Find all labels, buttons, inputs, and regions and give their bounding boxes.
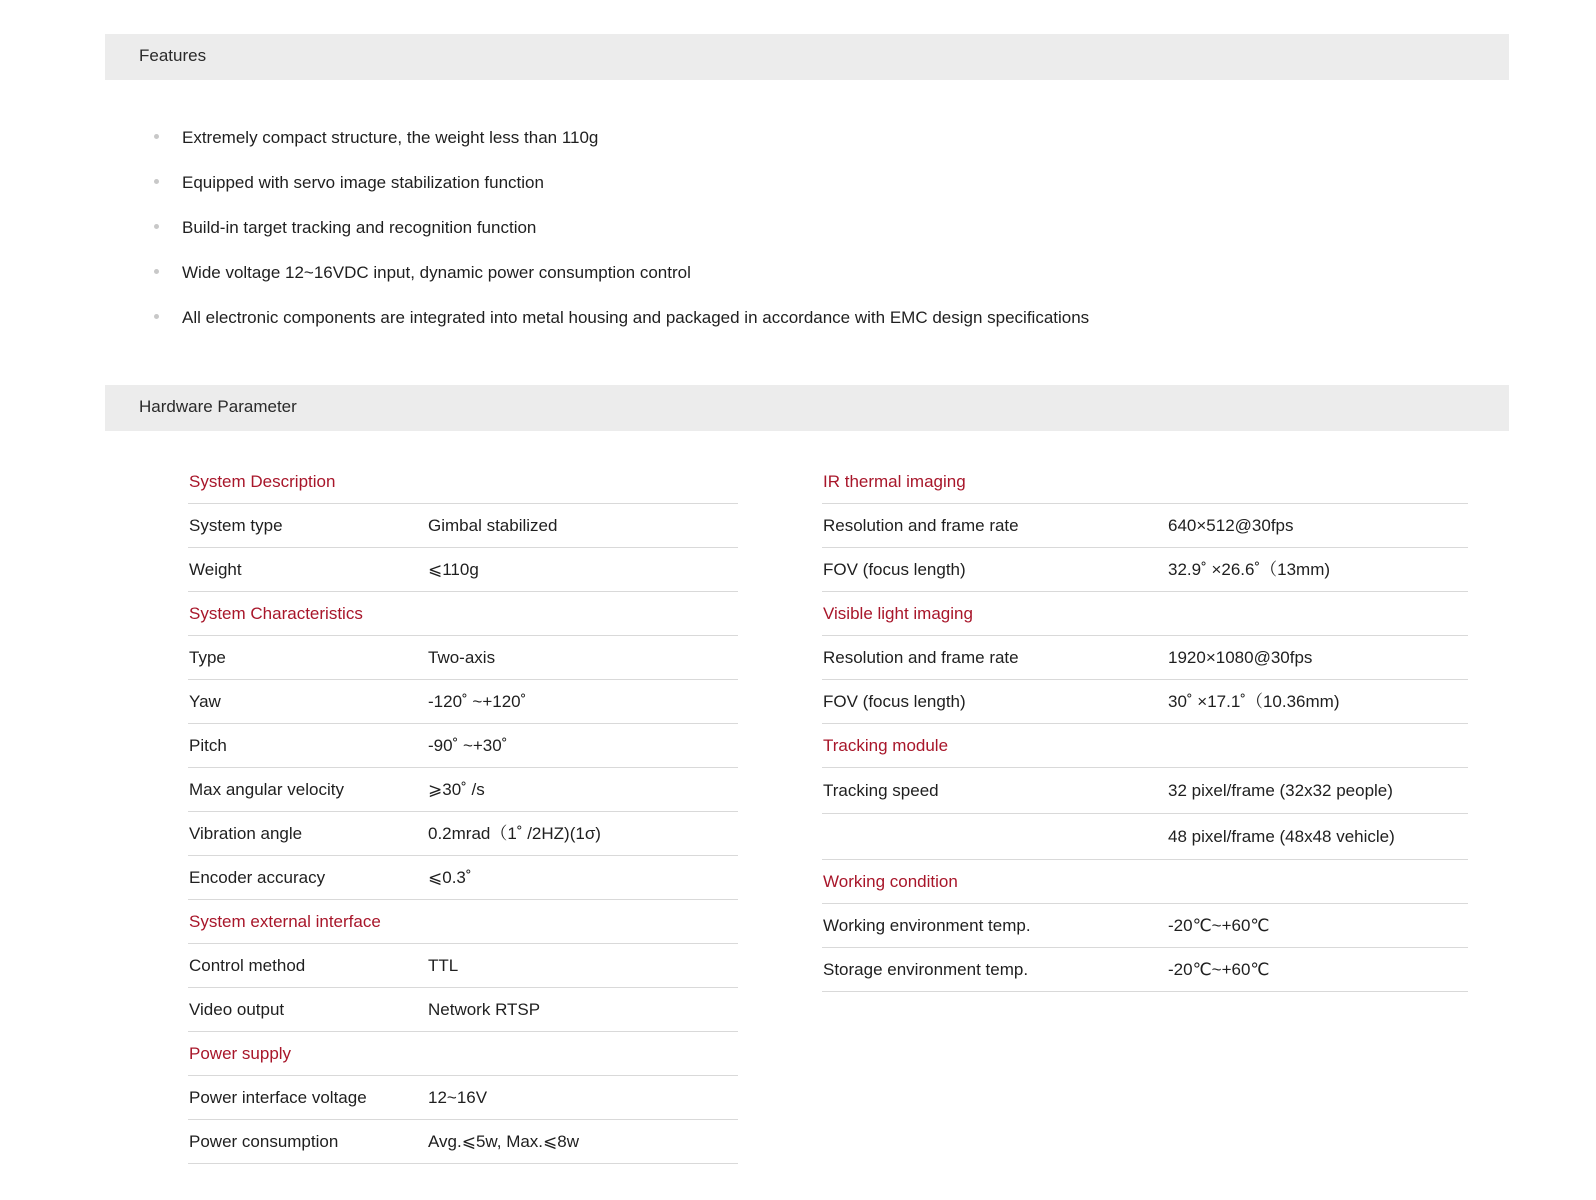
parameter-table-right: [822, 460, 1468, 992]
param-value: -20℃~+60℃: [1168, 916, 1270, 935]
param-name: Storage environment temp.: [823, 960, 1029, 979]
param-value: 1920×1080@30fps: [1168, 648, 1313, 667]
param-name: Resolution and frame rate: [823, 516, 1019, 535]
param-value: Gimbal stabilized: [428, 516, 558, 535]
param-value: -90˚ ~+30˚: [428, 736, 508, 755]
param-name: Resolution and frame rate: [823, 648, 1019, 667]
param-name: Encoder accuracy: [189, 868, 326, 887]
param-value: 32 pixel/frame (32x32 people): [1168, 781, 1393, 800]
param-name: Max angular velocity: [189, 780, 344, 799]
bullet-icon: [154, 314, 159, 319]
hardware-title: Hardware Parameter: [139, 397, 297, 416]
table-row: [822, 948, 1468, 992]
param-value: -20℃~+60℃: [1168, 960, 1270, 979]
feature-text: Wide voltage 12~16VDC input, dynamic power consumption control: [182, 263, 691, 282]
feature-text: Build-in target tracking and recognition function: [182, 218, 537, 237]
table-row: [822, 636, 1468, 680]
param-value: ⩽110g: [428, 560, 479, 579]
param-name: Yaw: [189, 692, 221, 711]
table-row: [822, 814, 1468, 860]
group-title: Power supply: [188, 1032, 738, 1076]
param-value: ⩾30˚ /s: [428, 780, 485, 799]
table-row: [822, 548, 1468, 592]
hardware-section-header: [105, 385, 1509, 431]
bullet-icon: [154, 179, 159, 184]
table-row: [188, 504, 738, 548]
table-row: [188, 944, 738, 988]
group-title: Visible light imaging: [822, 592, 1468, 636]
param-value: Network RTSP: [428, 1000, 541, 1019]
table-row: [188, 988, 738, 1032]
param-group-visible-light-imaging: [822, 592, 1468, 724]
table-row: [188, 812, 738, 856]
features-section-header: [105, 34, 1509, 80]
param-name: FOV (focus length): [823, 560, 966, 579]
group-title: Working condition: [822, 860, 1468, 904]
param-group-system-description: [188, 460, 738, 592]
param-name: Power interface voltage: [189, 1088, 367, 1107]
table-row: [822, 904, 1468, 948]
group-title: IR thermal imaging: [822, 460, 1468, 504]
param-value: Avg.⩽5w, Max.⩽8w: [428, 1132, 580, 1151]
param-name: Control method: [189, 956, 306, 975]
param-value: -120˚ ~+120˚: [428, 692, 527, 711]
bullet-icon: [154, 269, 159, 274]
features-title: Features: [139, 46, 207, 65]
param-name: Power consumption: [189, 1132, 339, 1151]
table-row: [188, 1120, 738, 1164]
param-value: Two-axis: [428, 648, 496, 667]
table-row: [188, 768, 738, 812]
param-group-power-supply: [188, 1032, 738, 1164]
param-value: 48 pixel/frame (48x48 vehicle): [1168, 827, 1395, 846]
param-value: TTL: [428, 956, 459, 975]
feature-text: All electronic components are integrated into metal housing and packaged in accordance with EMC design specifications: [182, 308, 1090, 327]
feature-text: Equipped with servo image stabilization function: [182, 173, 544, 192]
bullet-icon: [154, 134, 159, 139]
table-row: [188, 856, 738, 900]
param-value: 30˚ ×17.1˚（10.36mm): [1168, 692, 1340, 711]
group-title: System external interface: [188, 900, 738, 944]
param-name: Weight: [189, 560, 242, 579]
param-name: Working environment temp.: [823, 916, 1031, 935]
table-row: [188, 548, 738, 592]
param-name: System type: [189, 516, 283, 535]
param-name: Vibration angle: [189, 824, 303, 843]
table-row: [188, 636, 738, 680]
table-row: [188, 680, 738, 724]
param-group-system-external-interface: [188, 900, 738, 1032]
parameter-table-left: [188, 460, 738, 1164]
param-group-system-characteristics: [188, 592, 738, 900]
param-value: ⩽0.3˚: [428, 868, 472, 887]
param-group-ir-thermal-imaging: [822, 460, 1468, 592]
param-value: 12~16V: [428, 1088, 488, 1107]
table-row: [822, 504, 1468, 548]
bullet-icon: [154, 224, 159, 229]
param-name: FOV (focus length): [823, 692, 966, 711]
param-name: Tracking speed: [823, 781, 939, 800]
table-row: [822, 768, 1468, 814]
group-title: Tracking module: [822, 724, 1468, 768]
param-value: 0.2mrad（1˚ /2HZ)(1σ): [428, 824, 601, 843]
param-name: Video output: [189, 1000, 285, 1019]
feature-text: Extremely compact structure, the weight less than 110g: [182, 128, 599, 147]
group-title: System Characteristics: [188, 592, 738, 636]
group-title: System Description: [188, 460, 738, 504]
table-row: [822, 680, 1468, 724]
param-name: Type: [189, 648, 226, 667]
param-group-tracking-module: [822, 724, 1468, 860]
table-row: [188, 724, 738, 768]
param-group-working-condition: [822, 860, 1468, 992]
param-name: Pitch: [189, 736, 227, 755]
param-value: 640×512@30fps: [1168, 516, 1294, 535]
param-value: 32.9˚ ×26.6˚（13mm): [1168, 560, 1331, 579]
table-row: [188, 1076, 738, 1120]
